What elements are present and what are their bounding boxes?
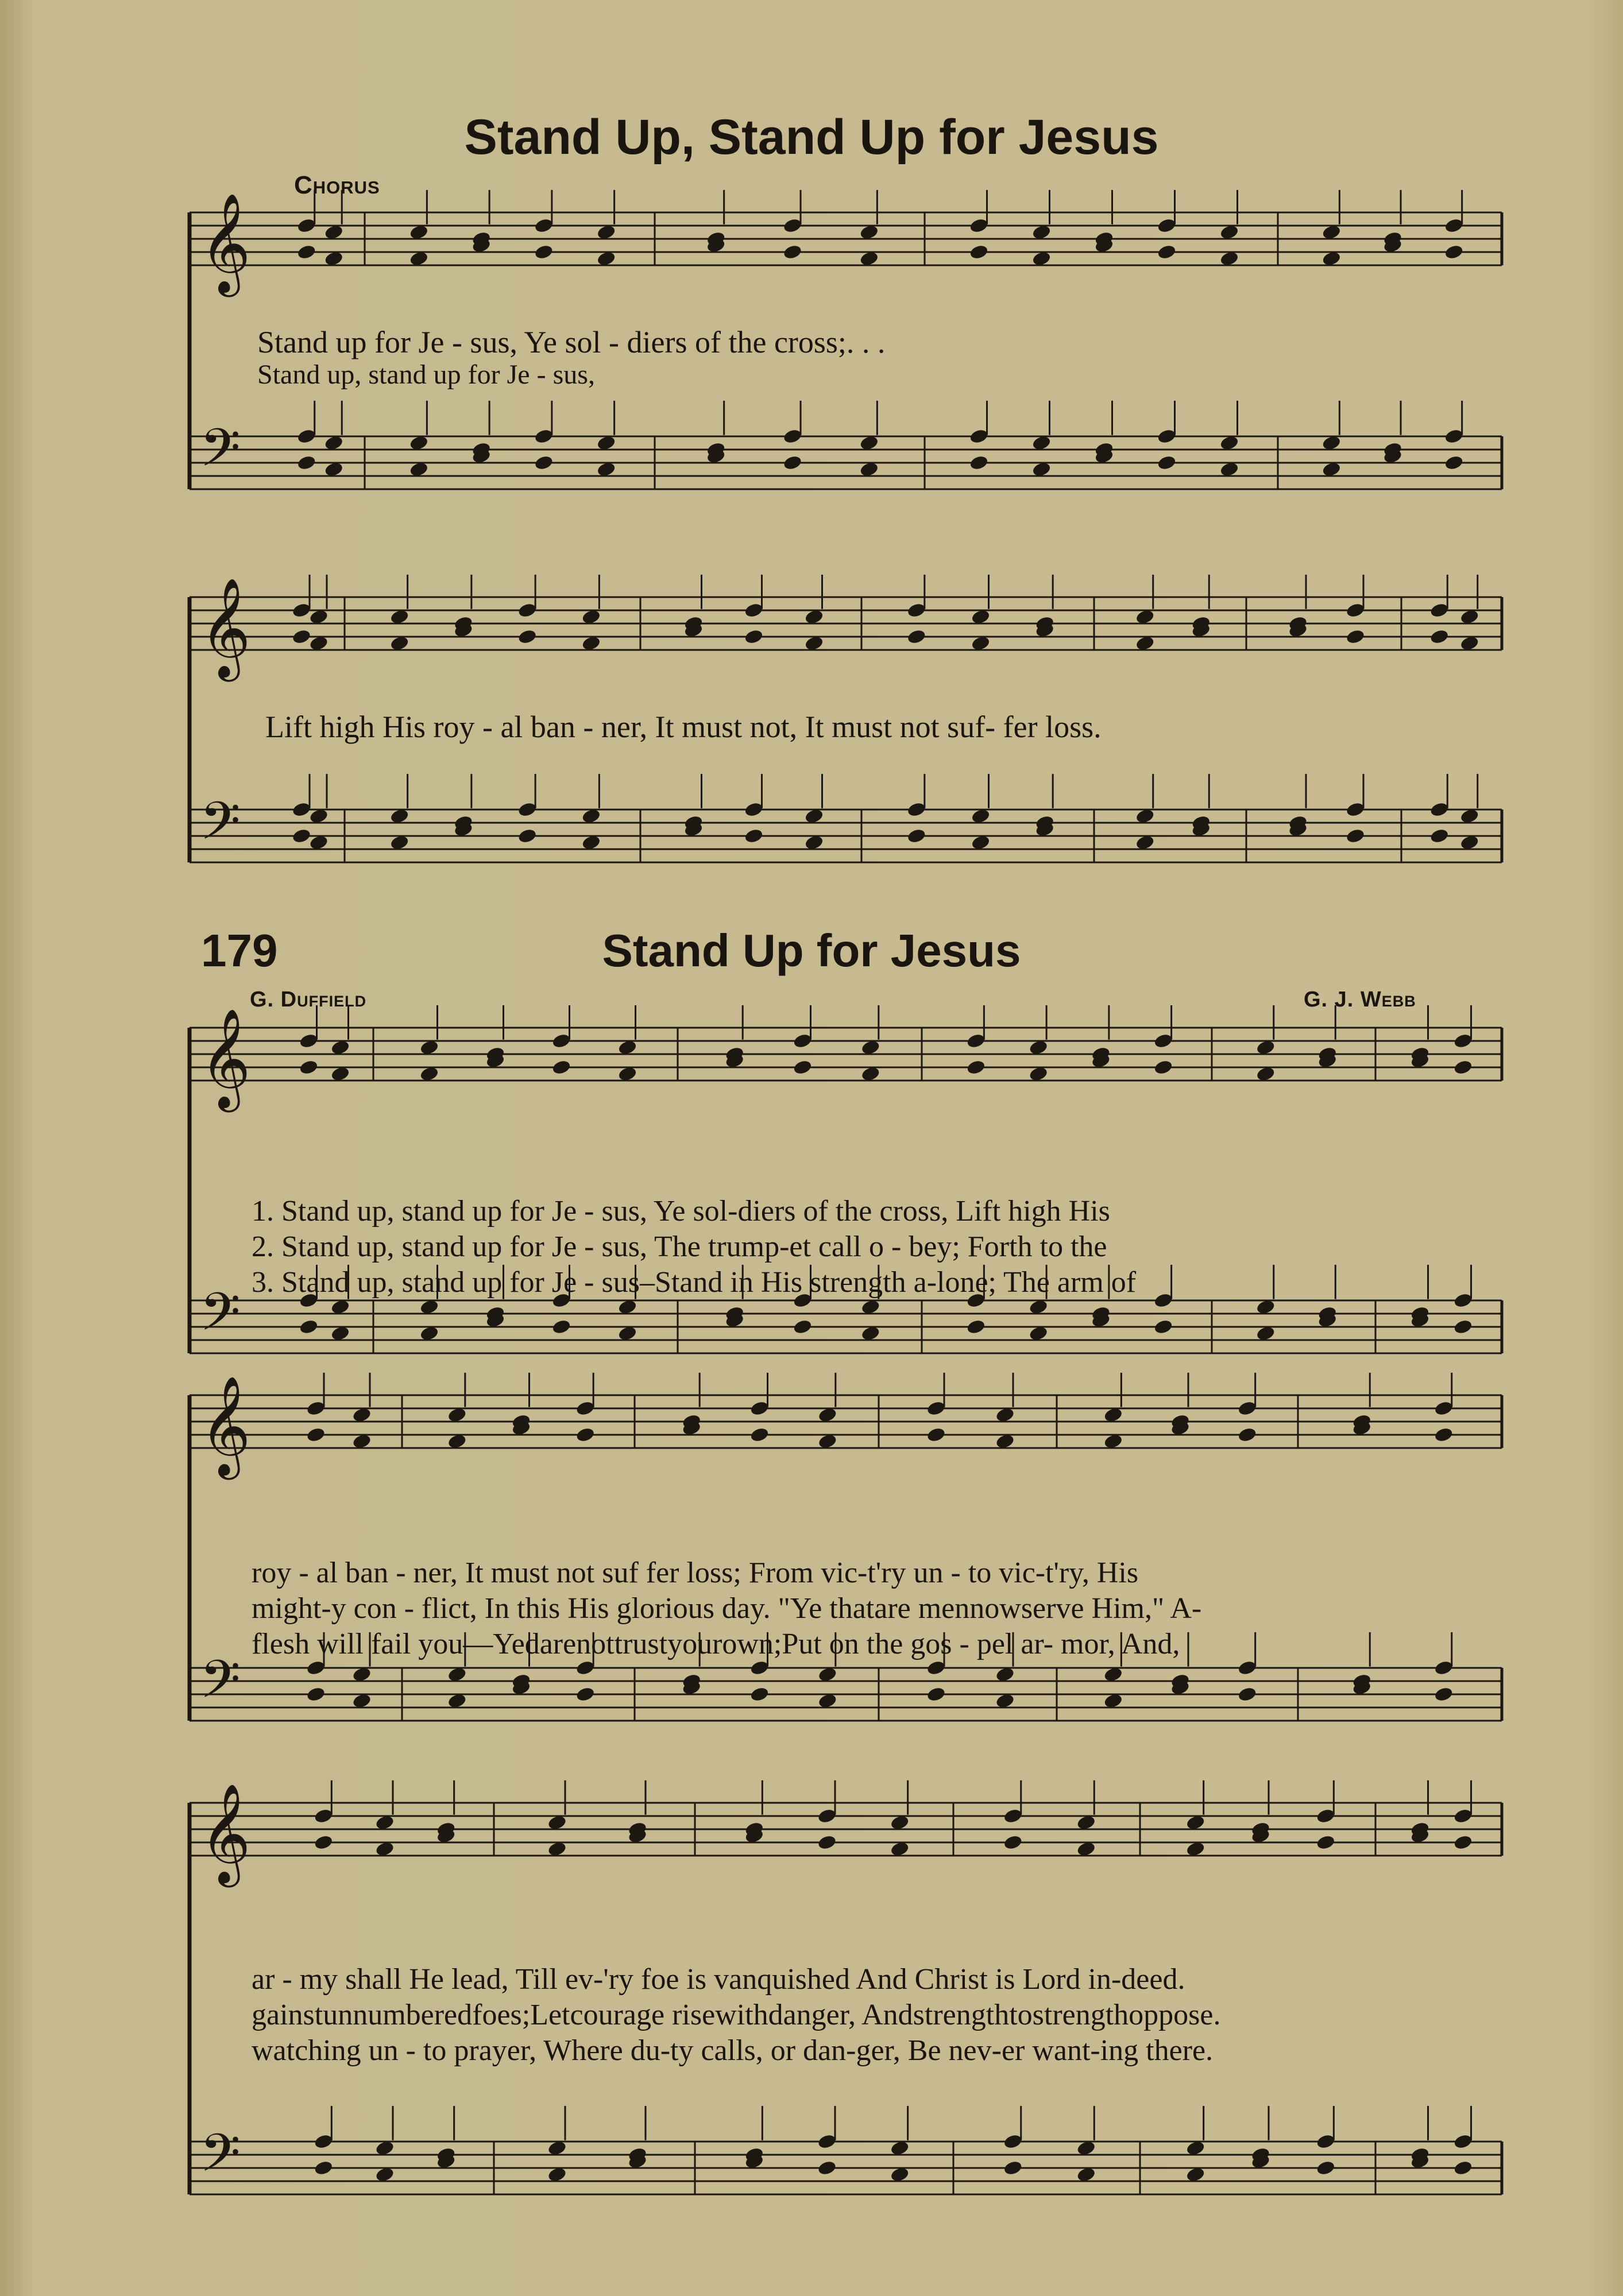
hymn-line3-verse1: ar - my shall He lead, Till ev-'ry foe is vanquished And Christ is Lord in-deed. <box>252 1963 1185 1996</box>
bass-clef: 𝄢 <box>200 417 241 491</box>
notehead <box>817 1807 837 1824</box>
notehead <box>1157 243 1177 260</box>
notehead <box>969 428 989 444</box>
notehead <box>1153 1318 1173 1335</box>
notehead <box>817 1834 837 1850</box>
notehead <box>296 454 316 471</box>
hymn-composer: G. J. Webb <box>1304 988 1416 1012</box>
notehead <box>782 428 802 444</box>
hymn-line1-verse1: 1. Stand up, stand up for Je - sus, Ye sol-diers of the cross, Lift high His <box>252 1195 1110 1228</box>
notehead <box>906 827 926 844</box>
notehead <box>793 1059 813 1075</box>
notehead <box>517 602 538 618</box>
hymn-line3-verse2: gainstunnumberedfoes;Letcourage risewithdanger, Andstrengthtostrengthoppose. <box>252 1999 1221 2031</box>
notehead <box>517 628 538 645</box>
notehead <box>1433 1659 1454 1676</box>
notehead <box>782 243 802 260</box>
bass-clef: 𝄢 <box>200 2123 241 2196</box>
notehead <box>966 1318 986 1335</box>
notehead <box>749 1659 770 1676</box>
notehead <box>534 428 554 444</box>
bass-clef: 𝄢 <box>200 791 241 864</box>
notehead <box>744 628 764 645</box>
notehead <box>744 827 764 844</box>
notehead <box>906 801 926 818</box>
notehead <box>1345 628 1365 645</box>
notehead <box>517 827 538 844</box>
treble-clef: 𝄞 <box>200 1783 251 1883</box>
notehead <box>306 1426 326 1443</box>
notehead <box>926 1400 946 1416</box>
notehead <box>551 1318 571 1335</box>
notehead <box>1429 602 1450 618</box>
notehead <box>306 1659 326 1676</box>
notehead <box>926 1426 946 1443</box>
notehead <box>1444 454 1464 471</box>
notehead <box>575 1400 596 1416</box>
notehead <box>969 243 989 260</box>
notehead <box>1453 2159 1473 2176</box>
notehead <box>1316 2133 1336 2150</box>
notehead <box>1433 1426 1454 1443</box>
notehead <box>966 1032 986 1049</box>
notehead <box>1237 1400 1257 1416</box>
notehead <box>1429 628 1450 645</box>
notehead <box>1453 1059 1473 1075</box>
hymn-number: 179 <box>201 925 278 976</box>
notehead <box>306 1400 326 1416</box>
notehead <box>1003 2133 1023 2150</box>
hymn-line1-verse3: 3. Stand up, stand up for Je - sus–Stand in His strength a-lone; The arm of <box>252 1266 1137 1299</box>
notehead <box>1345 602 1365 618</box>
notehead <box>551 1059 571 1075</box>
notehead <box>314 1834 334 1850</box>
notehead <box>1157 217 1177 234</box>
notehead <box>793 1318 813 1335</box>
bass-clef: 𝄢 <box>200 1281 241 1355</box>
hymn-author: G. Duffield <box>250 988 367 1012</box>
notehead <box>1153 1059 1173 1075</box>
notehead <box>969 217 989 234</box>
notehead <box>299 1059 319 1075</box>
notehead <box>517 801 538 818</box>
notehead <box>534 454 554 471</box>
notehead <box>1153 1032 1173 1049</box>
notehead <box>1429 801 1450 818</box>
chorus-line1-verse2: Stand up, stand up for Je - sus, <box>257 359 595 390</box>
notehead <box>926 1686 946 1702</box>
notehead <box>1453 1318 1473 1335</box>
notehead <box>314 1807 334 1824</box>
notehead <box>966 1059 986 1075</box>
treble-clef: 𝄞 <box>200 1008 251 1108</box>
notehead <box>534 217 554 234</box>
notehead <box>1153 1292 1173 1308</box>
notehead <box>296 217 316 234</box>
notehead <box>1316 2159 1336 2176</box>
notehead <box>817 2159 837 2176</box>
notehead <box>1433 1400 1454 1416</box>
hymn-line1-verse2: 2. Stand up, stand up for Je - sus, The trump-et call o - bey; Forth to the <box>252 1230 1107 1263</box>
notehead <box>575 1659 596 1676</box>
notehead <box>906 602 926 618</box>
notehead <box>314 2133 334 2150</box>
treble-clef: 𝄞 <box>200 1376 251 1476</box>
notehead <box>291 801 311 818</box>
notehead <box>551 1032 571 1049</box>
notehead <box>744 801 764 818</box>
notehead <box>749 1400 770 1416</box>
notehead <box>296 428 316 444</box>
notehead <box>1157 428 1177 444</box>
notehead <box>299 1032 319 1049</box>
notehead <box>969 454 989 471</box>
notehead <box>1444 243 1464 260</box>
notehead <box>1003 2159 1023 2176</box>
chorus-line2-verse1: Lift high His roy - al ban - ner, It must not, It must not suf- fer loss. <box>265 710 1102 744</box>
notehead <box>1157 454 1177 471</box>
notehead <box>1237 1426 1257 1443</box>
chorus-line1-verse1: Stand up for Je - sus, Ye sol - diers of the cross;. . . <box>257 325 886 359</box>
notehead <box>306 1686 326 1702</box>
hymn-title: Stand Up for Jesus <box>602 925 1021 976</box>
notehead <box>1453 1807 1473 1824</box>
notehead <box>1433 1686 1454 1702</box>
hymn-line2-verse3: flesh will fail you—Yedarenottrustyourown;Put on the gos - pel ar- mor, And, <box>252 1628 1180 1660</box>
notehead <box>1345 827 1365 844</box>
notehead <box>534 243 554 260</box>
hymn-line2-verse2: might-y con - flict, In this His glorious day. "Ye thatare mennowserve Him," A- <box>252 1592 1202 1625</box>
notehead <box>291 628 311 645</box>
notehead <box>1003 1807 1023 1824</box>
notehead <box>1453 1292 1473 1308</box>
notehead <box>1237 1686 1257 1702</box>
notehead <box>1316 1834 1336 1850</box>
notehead <box>1316 1807 1336 1824</box>
notehead <box>1453 2133 1473 2150</box>
notehead <box>926 1659 946 1676</box>
notehead <box>291 827 311 844</box>
notehead <box>1003 1834 1023 1850</box>
bass-clef: 𝄢 <box>200 1649 241 1722</box>
notehead <box>749 1686 770 1702</box>
notehead <box>749 1426 770 1443</box>
treble-clef: 𝄞 <box>200 193 251 293</box>
hymn-line3-verse3: watching un - to prayer, Where du-ty calls, or dan-ger, Be nev-er want-ing there. <box>252 2034 1214 2067</box>
notehead <box>1444 217 1464 234</box>
notehead <box>817 2133 837 2150</box>
chorus-section-label: Chorus <box>294 171 380 199</box>
notehead <box>744 602 764 618</box>
notehead <box>1444 428 1464 444</box>
notehead <box>782 454 802 471</box>
notehead <box>1453 1834 1473 1850</box>
notehead <box>314 2159 334 2176</box>
notehead <box>782 217 802 234</box>
notehead <box>291 602 311 618</box>
chorus-title: Stand Up, Stand Up for Jesus <box>464 110 1159 165</box>
notehead <box>296 243 316 260</box>
notehead <box>1429 827 1450 844</box>
notehead <box>575 1686 596 1702</box>
notehead <box>299 1318 319 1335</box>
hymn-line2-verse1: roy - al ban - ner, It must not suf fer loss; From vic-t'ry un - to vic-t'ry, His <box>252 1557 1139 1589</box>
notehead <box>793 1032 813 1049</box>
notehead <box>906 628 926 645</box>
notehead <box>1345 801 1365 818</box>
notehead <box>1237 1659 1257 1676</box>
notehead <box>575 1426 596 1443</box>
treble-clef: 𝄞 <box>200 578 251 677</box>
notehead <box>1453 1032 1473 1049</box>
